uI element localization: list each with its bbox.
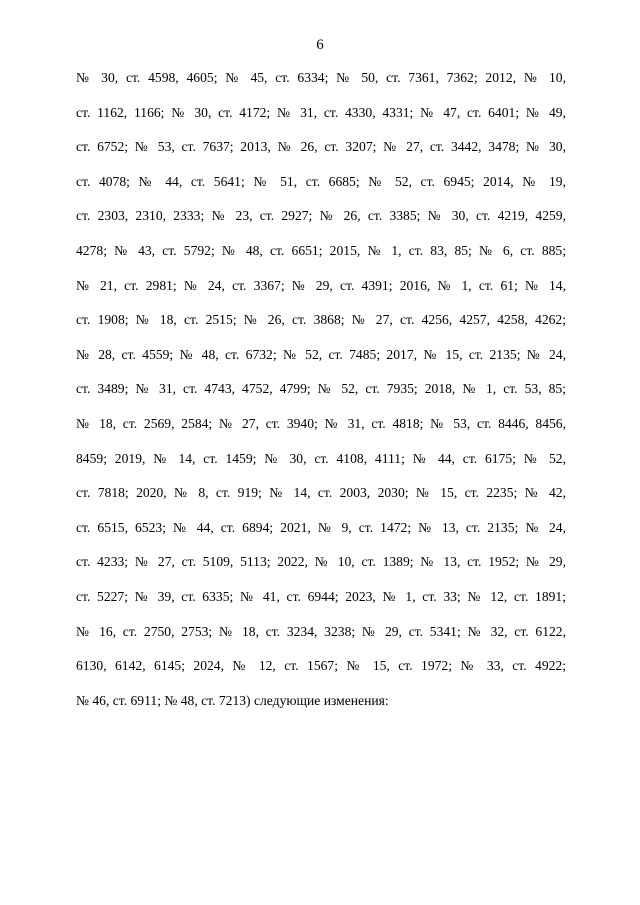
text-line: ст. 1908; № 18, ст. 2515; № 26, ст. 3868; № 27, ст. 4256, 4257, 4258, 4262; [76, 312, 566, 328]
body-paragraph [76, 68, 566, 725]
text-line: 4278; № 43, ст. 5792; № 48, ст. 6651; 2015, № 1, ст. 83, 85; № 6, ст. 885; [76, 242, 566, 258]
text-line: ст. 5227; № 39, ст. 6335; № 41, ст. 6944; 2023, № 1, ст. 33; № 12, ст. 1891; [76, 588, 566, 604]
text-line: № 21, ст. 2981; № 24, ст. 3367; № 29, ст. 4391; 2016, № 1, ст. 61; № 14, [76, 277, 566, 293]
text-line: № 16, ст. 2750, 2753; № 18, ст. 3234, 3238; № 29, ст. 5341; № 32, ст. 6122, [76, 623, 566, 639]
text-line: ст. 6515, 6523; № 44, ст. 6894; 2021, № 9, ст. 1472; № 13, ст. 2135; № 24, [76, 519, 566, 535]
text-line: ст. 1162, 1166; № 30, ст. 4172; № 31, ст. 4330, 4331; № 47, ст. 6401; № 49, [76, 104, 566, 120]
text-line: ст. 6752; № 53, ст. 7637; 2013, № 26, ст. 3207; № 27, ст. 3442, 3478; № 30, [76, 139, 566, 155]
text-line: ст. 2303, 2310, 2333; № 23, ст. 2927; № 26, ст. 3385; № 30, ст. 4219, 4259, [76, 208, 566, 224]
page-number: 6 [316, 37, 324, 53]
text-line: ст. 3489; № 31, ст. 4743, 4752, 4799; № 52, ст. 7935; 2018, № 1, ст. 53, 85; [76, 381, 566, 397]
text-line: ст. 4233; № 27, ст. 5109, 5113; 2022, № 10, ст. 1389; № 13, ст. 1952; № 29, [76, 554, 566, 570]
text-line-last: № 46, ст. 6911; № 48, ст. 7213) следующие изменения: [76, 692, 389, 708]
text-line: ст. 7818; 2020, № 8, ст. 919; № 14, ст. 2003, 2030; № 15, ст. 2235; № 42, [76, 485, 566, 501]
text-line: 6130, 6142, 6145; 2024, № 12, ст. 1567; № 15, ст. 1972; № 33, ст. 4922; [76, 658, 566, 674]
text-line: № 30, ст. 4598, 4605; № 45, ст. 6334; № 50, ст. 7361, 7362; 2012, № 10, [76, 70, 566, 85]
text-line: № 18, ст. 2569, 2584; № 27, ст. 3940; № 31, ст. 4818; № 53, ст. 8446, 8456, [76, 415, 566, 431]
text-line: № 28, ст. 4559; № 48, ст. 6732; № 52, ст. 7485; 2017, № 15, ст. 2135; № 24, [76, 346, 566, 362]
text-line: 8459; 2019, № 14, ст. 1459; № 30, ст. 4108, 4111; № 44, ст. 6175; № 52, [76, 450, 566, 466]
text-line: ст. 4078; № 44, ст. 5641; № 51, ст. 6685; № 52, ст. 6945; 2014, № 19, [76, 173, 566, 189]
